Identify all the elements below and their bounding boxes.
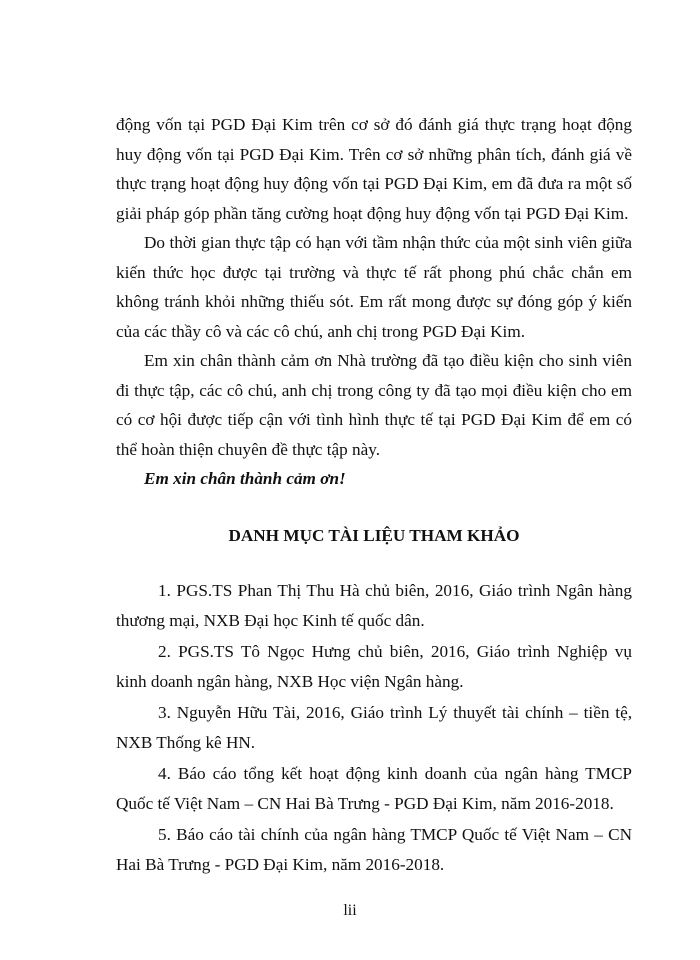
references-list xyxy=(116,576,632,881)
paragraph-limitations: Do thời gian thực tập có hạn với tầm nhận thức của một sinh viên giữa kiến thức học được tại trường và thực tế rất phong phú chắc chắn em không tránh khỏi những thiếu sót. Em rất mong được sự đóng góp ý kiến của các thầy cô và các cô chú, anh chị trong PGD Đại Kim. xyxy=(116,233,632,341)
reference-item: 3. Nguyễn Hữu Tài, 2016, Giáo trình Lý thuyết tài chính – tiền tệ, NXB Thống kê HN. xyxy=(116,703,632,752)
reference-item: 2. PGS.TS Tô Ngọc Hưng chủ biên, 2016, Giáo trình Nghiệp vụ kinh doanh ngân hàng, NXB Học viện Ngân hàng. xyxy=(116,642,632,691)
conclusion-section xyxy=(116,110,632,494)
paragraph-thanks: Em xin chân thành cảm ơn Nhà trường đã tạo điều kiện cho sinh viên đi thực tập, các cô chú, anh chị trong công ty đã tạo mọi điều kiện cho em có cơ hội được tiếp cận với tình hình thực tế tại PGD Đại Kim để em có thể hoàn thiện chuyên đề thực tập này. xyxy=(116,351,632,459)
reference-item: 4. Báo cáo tổng kết hoạt động kinh doanh của ngân hàng TMCP Quốc tế Việt Nam – CN Hai Bà Trưng - PGD Đại Kim, năm 2016-2018. xyxy=(116,764,632,813)
paragraph-conclusion-continued: động vốn tại PGD Đại Kim trên cơ sở đó đánh giá thực trạng hoạt động huy động vốn tại PGD Đại Kim. Trên cơ sở những phân tích, đánh giá về thực trạng hoạt động huy động vốn tại PGD Đại Kim, em đã đưa ra một số giải pháp góp phần tăng cường hoạt động huy động vốn tại PGD Đại Kim. xyxy=(116,115,632,223)
reference-item: 5. Báo cáo tài chính của ngân hàng TMCP Quốc tế Việt Nam – CN Hai Bà Trưng - PGD Đại Kim, năm 2016-2018. xyxy=(116,825,632,874)
page-number: lii xyxy=(343,902,357,919)
references-title: DANH MỤC TÀI LIỆU THAM KHẢO xyxy=(228,526,520,545)
reference-item: 1. PGS.TS Phan Thị Thu Hà chủ biên, 2016, Giáo trình Ngân hàng thương mại, NXB Đại học Kinh tế quốc dân. xyxy=(116,581,632,630)
closing-line: Em xin chân thành cảm ơn! xyxy=(144,469,346,488)
